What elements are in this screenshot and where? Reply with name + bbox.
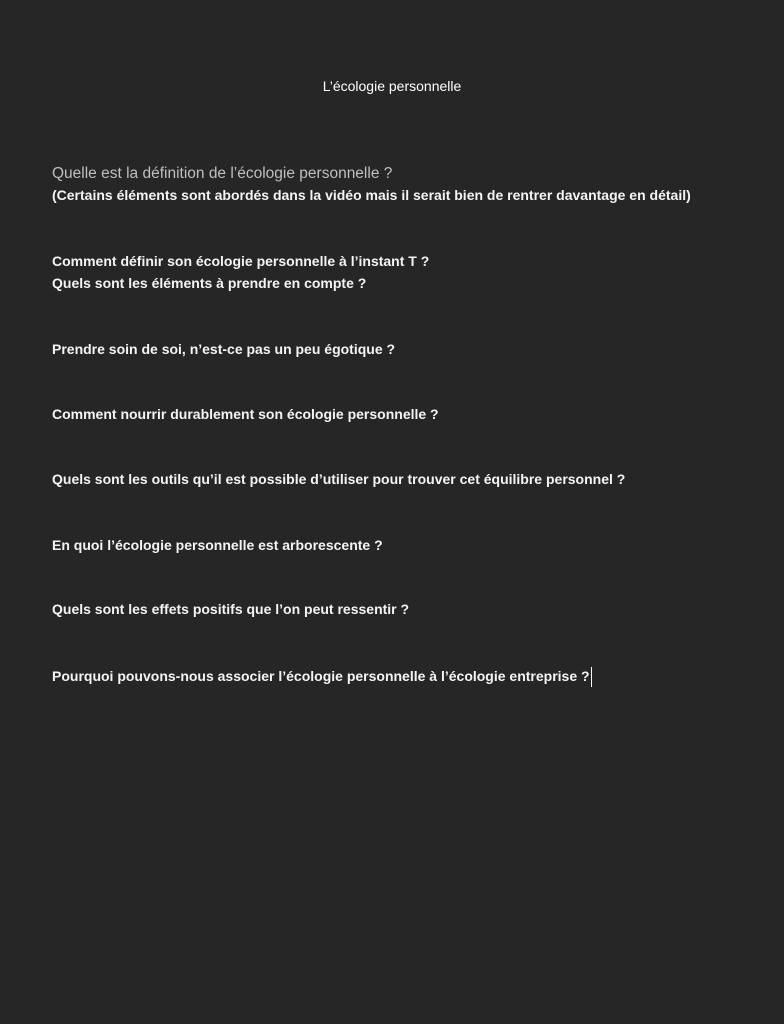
- question-enterprise[interactable]: [52, 666, 727, 687]
- question-arborescent: En quoi l’écologie personnelle est arborescente ?: [52, 537, 383, 553]
- document-title: L’écologie personnelle: [322, 78, 462, 94]
- text-cursor: [591, 667, 592, 687]
- question-definition-note: (Certains éléments sont abordés dans la vidéo mais il serait bien de rentrer davantage en détail): [52, 187, 691, 203]
- question-elements: Quels sont les éléments à prendre en compte ?: [52, 275, 367, 291]
- question-tools: Quels sont les outils qu’il est possible d’utiliser pour trouver cet équilibre personnel ?: [52, 471, 626, 487]
- question-self-care: Prendre soin de soi, n’est-ce pas un peu égotique ?: [52, 341, 396, 357]
- question-nourish: Comment nourrir durablement son écologie personnelle ?: [52, 406, 439, 422]
- question-positive-effects: Quels sont les effets positifs que l’on peut ressentir ?: [52, 601, 410, 617]
- question-definition: Quelle est la définition de l’écologie personnelle ?: [52, 165, 393, 182]
- question-enterprise-text: Pourquoi pouvons-nous associer l’écologie personnelle à l’écologie entreprise ?: [52, 668, 590, 684]
- question-define-instant: Comment définir son écologie personnelle à l’instant T ?: [52, 253, 430, 269]
